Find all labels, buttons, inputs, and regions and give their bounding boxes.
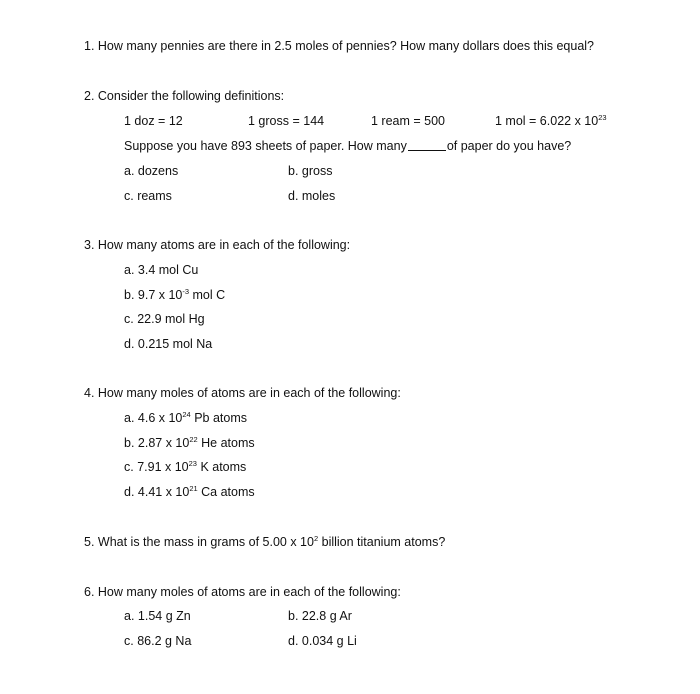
- question-3-heading: 3. How many atoms are in each of the following:: [84, 238, 351, 252]
- item-4d-unit: Ca atoms: [197, 485, 255, 499]
- item-3b: [124, 288, 225, 302]
- item-4c-unit: K atoms: [196, 460, 247, 474]
- definition-ream: 1 ream = 500: [371, 114, 446, 128]
- definition-mole-base: 1 mol = 6.022 x 10: [495, 114, 599, 128]
- option-2c: c. reams: [124, 189, 172, 203]
- item-4a-base: a. 4.6 x 10: [124, 411, 183, 425]
- item-4c-base: c. 7.91 x 10: [124, 460, 189, 474]
- option-2a: a. dozens: [124, 164, 179, 178]
- definition-mole-exponent: 23: [598, 113, 607, 122]
- item-4a-exponent: 24: [182, 410, 191, 419]
- item-6b: b. 22.8 g Ar: [288, 609, 352, 623]
- question-5-exponent: 2: [313, 534, 319, 543]
- item-4b-unit: He atoms: [197, 436, 255, 450]
- item-3c: c. 22.9 mol Hg: [124, 312, 205, 326]
- question-2-prompt-post: of paper do you have?: [446, 139, 572, 153]
- item-6d: d. 0.034 g Li: [288, 634, 357, 648]
- question-2-prompt: [124, 139, 571, 153]
- question-5: [84, 535, 445, 549]
- item-3b-base: b. 9.7 x 10: [124, 288, 183, 302]
- question-5-base: 5. What is the mass in grams of 5.00 x 10: [84, 535, 314, 549]
- answer-blank: [408, 150, 446, 151]
- item-4b-base: b. 2.87 x 10: [124, 436, 190, 450]
- item-4a: [124, 411, 247, 425]
- item-4b-exponent: 22: [189, 435, 198, 444]
- question-5-rest: billion titanium atoms?: [318, 535, 446, 549]
- item-6c: c. 86.2 g Na: [124, 634, 192, 648]
- question-6-heading: 6. How many moles of atoms are in each of the following:: [84, 585, 401, 599]
- item-4d-exponent: 21: [189, 484, 198, 493]
- definition-gross: 1 gross = 144: [248, 114, 325, 128]
- item-3b-unit: mol C: [189, 288, 226, 302]
- item-4a-unit: Pb atoms: [190, 411, 247, 425]
- item-6a: a. 1.54 g Zn: [124, 609, 191, 623]
- item-4d: [124, 485, 255, 499]
- item-4c: [124, 460, 246, 474]
- item-4c-exponent: 23: [188, 459, 197, 468]
- item-3a: a. 3.4 mol Cu: [124, 263, 199, 277]
- item-4d-base: d. 4.41 x 10: [124, 485, 190, 499]
- item-3d: d. 0.215 mol Na: [124, 337, 213, 351]
- question-2-heading: 2. Consider the following definitions:: [84, 89, 285, 103]
- option-2b: b. gross: [288, 164, 333, 178]
- definition-dozen: 1 doz = 12: [124, 114, 183, 128]
- definition-mole: [495, 114, 607, 128]
- question-2-prompt-pre: Suppose you have 893 sheets of paper. How many: [124, 139, 407, 153]
- option-2d: d. moles: [288, 189, 336, 203]
- item-3b-exponent: -3: [182, 287, 190, 296]
- question-4-heading: 4. How many moles of atoms are in each of the following:: [84, 386, 401, 400]
- question-1: 1. How many pennies are there in 2.5 moles of pennies? How many dollars does this equal?: [84, 39, 595, 53]
- item-4b: [124, 436, 255, 450]
